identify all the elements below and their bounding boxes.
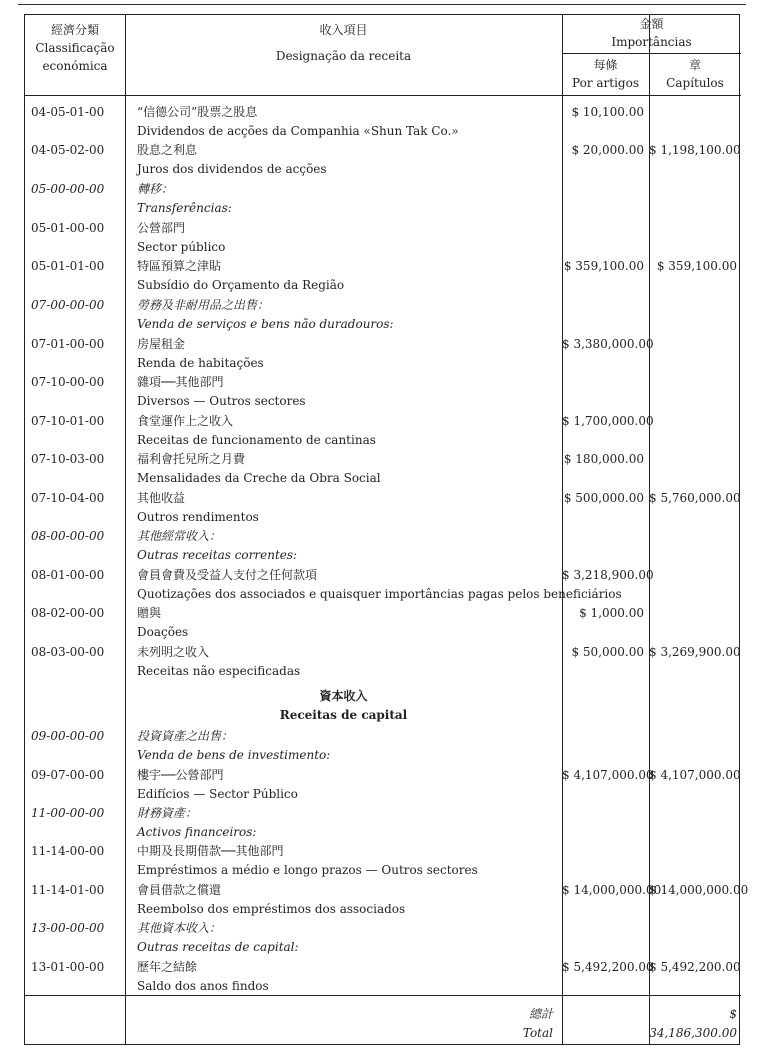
row-desc-pt-line <box>25 315 741 334</box>
row-desc-zh: 股息之利息 <box>137 143 198 157</box>
row-desc-zh: 未列明之收入 <box>137 645 210 659</box>
row-code <box>25 842 741 861</box>
row-amount-article: $ 50,000.00 <box>571 645 644 659</box>
row-amount-chapter: $ 1,198,100.00 <box>649 143 741 157</box>
row-desc-pt-line <box>25 823 741 842</box>
row-desc-pt: Subsídio do Orçamento da Região <box>137 278 345 292</box>
row-code-text: 07-01-00-00 <box>31 337 105 351</box>
section-title-pt: Receitas de capital <box>279 708 408 722</box>
row-amount-article: $ 20,000.00 <box>571 143 644 157</box>
row-desc-pt: Sector público <box>137 240 226 254</box>
row-desc-pt-line <box>25 585 741 604</box>
row-amount-article: $ 359,100.00 <box>563 259 644 273</box>
row-code-text: 05-01-01-00 <box>31 259 105 273</box>
row-code <box>25 766 741 785</box>
row-desc-zh: “信德公司”股票之股息 <box>137 105 258 119</box>
row-desc-pt-line <box>25 431 741 450</box>
row-code-text: 05-01-00-00 <box>31 221 105 235</box>
row-desc-pt-line <box>25 238 741 257</box>
row-amount-article: $ 5,492,200.00 <box>562 960 654 974</box>
row-desc-zh: 轉移： <box>137 182 174 196</box>
row-desc-pt: Transferências: <box>137 201 232 215</box>
row-desc-pt: Dividendos de acções da Companhia «Shun Tak Co.» <box>137 124 459 138</box>
header-per-article: 每條 Por artigos <box>572 58 639 90</box>
row-desc-pt: Reembolso dos empréstimos dos associados <box>137 902 406 916</box>
row-code <box>25 219 741 238</box>
row-desc-pt-line <box>25 354 741 373</box>
row-amount-chapter: $ 5,492,200.00 <box>649 960 741 974</box>
amount-subheader-rule <box>562 53 741 54</box>
header-amount: 金額 Importâncias <box>611 17 692 49</box>
row-desc-zh: 公營部門 <box>137 221 186 235</box>
row-desc-pt-line <box>25 122 741 141</box>
row-code-text: 07-10-01-00 <box>31 414 105 428</box>
row-desc-pt-line <box>25 199 741 218</box>
row-desc-zh: 福利會托兒所之月費 <box>137 452 246 466</box>
header-classification: 經濟分類 Classificação económica <box>35 23 115 73</box>
row-desc-zh: 其他資本收入： <box>137 921 222 935</box>
row-code-text: 08-02-00-00 <box>31 606 105 620</box>
row-code-text: 13-01-00-00 <box>31 960 105 974</box>
row-code-text: 11-14-00-00 <box>31 844 105 858</box>
row-code-text: 04-05-01-00 <box>31 105 105 119</box>
row-desc-pt-line <box>25 938 741 957</box>
total-label-pt: Total <box>522 1026 553 1040</box>
row-desc-pt: Outros rendimentos <box>137 510 259 524</box>
row-amount-article: $ 180,000.00 <box>563 452 644 466</box>
row-desc-pt: Venda de bens de investimento: <box>137 748 331 762</box>
row-amount-chapter: $ 3,269,900.00 <box>649 645 741 659</box>
header-designation: 收入項目 Designação da receita <box>275 23 412 63</box>
row-code <box>25 527 741 546</box>
row-code <box>25 919 741 938</box>
row-desc-zh: 房屋租金 <box>137 337 186 351</box>
row-desc-pt-line <box>25 392 741 411</box>
row-code-text: 04-05-02-00 <box>31 143 105 157</box>
row-desc-pt-line <box>25 546 741 565</box>
row-code <box>25 604 741 623</box>
row-desc-pt: Empréstimos a médio e longo prazos — Outros sectores <box>137 863 478 877</box>
row-desc-zh: 財務資產： <box>137 806 198 820</box>
row-code-text: 07-10-04-00 <box>31 491 105 505</box>
row-amount-article: $ 3,218,900.00 <box>562 568 654 582</box>
row-code <box>25 643 741 662</box>
header-rule <box>25 95 741 96</box>
row-desc-pt-line <box>25 508 741 527</box>
top-rule <box>18 4 746 5</box>
row-amount-article: $ 10,100.00 <box>571 105 644 119</box>
row-amount-article: $ 500,000.00 <box>563 491 644 505</box>
row-code-text: 05-00-00-00 <box>31 182 105 196</box>
row-desc-zh: 其他收益 <box>137 491 186 505</box>
row-desc-pt-line <box>25 160 741 179</box>
row-desc-zh: 雜項──其他部門 <box>137 375 224 389</box>
row-code <box>25 958 741 977</box>
row-code-text: 08-03-00-00 <box>31 645 105 659</box>
row-code-text: 11-00-00-00 <box>31 806 105 820</box>
row-desc-zh: 其他經常收入： <box>137 529 222 543</box>
row-desc-pt: Venda de serviços e bens não duradouros: <box>137 317 394 331</box>
row-code <box>25 257 741 276</box>
row-code <box>25 296 741 315</box>
row-code <box>25 881 749 900</box>
row-code-text: 09-07-00-00 <box>31 768 105 782</box>
row-desc-pt-line <box>25 900 741 919</box>
row-code <box>25 141 741 160</box>
row-desc-pt-line <box>25 662 741 681</box>
row-code <box>25 727 741 746</box>
row-code <box>25 335 741 354</box>
row-desc-pt-line <box>25 276 741 295</box>
row-desc-zh: 歷年之結餘 <box>137 960 198 974</box>
row-desc-pt: Mensalidades da Creche da Obra Social <box>137 471 381 485</box>
row-desc-zh: 中期及長期借款──其他部門 <box>137 844 284 858</box>
row-amount-article: $ 14,000,000.00 <box>562 883 662 897</box>
total-value: $ 34,186,300.00 <box>649 1007 737 1040</box>
row-desc-pt: Quotizações dos associados e quaisquer importâncias pagas pelos beneficiários <box>137 587 622 601</box>
row-desc-pt: Outras receitas correntes: <box>137 548 298 562</box>
row-amount-article: $ 3,380,000.00 <box>562 337 654 351</box>
row-desc-zh: 勞務及非耐用品之出售： <box>137 298 270 312</box>
row-code-text: 11-14-01-00 <box>31 883 105 897</box>
row-code-text: 08-01-00-00 <box>31 568 105 582</box>
row-desc-zh: 會員借款之償還 <box>137 883 222 897</box>
revenue-table <box>24 14 749 1045</box>
row-desc-pt-line <box>25 469 741 488</box>
row-desc-zh: 樓宇──公營部門 <box>137 768 224 782</box>
row-desc-pt-line <box>25 977 741 996</box>
row-code-text: 08-00-00-00 <box>31 529 105 543</box>
row-amount-chapter: $ 14,000,000.00 <box>649 883 749 897</box>
row-code <box>25 804 741 823</box>
row-desc-pt: Activos financeiros: <box>137 825 257 839</box>
row-desc-zh: 贈與 <box>137 606 162 620</box>
row-code <box>25 566 741 585</box>
row-desc-pt: Juros dos dividendos de acções <box>137 162 327 176</box>
row-desc-pt: Outras receitas de capital: <box>137 940 299 954</box>
row-amount-article: $ 1,700,000.00 <box>562 414 654 428</box>
row-amount-article: $ 1,000.00 <box>579 606 644 620</box>
row-code-text: 07-00-00-00 <box>31 298 105 312</box>
row-code-text: 07-10-03-00 <box>31 452 105 466</box>
row-code <box>25 180 741 199</box>
row-code <box>25 450 741 469</box>
row-desc-pt: Doações <box>137 625 189 639</box>
row-code-text: 13-00-00-00 <box>31 921 105 935</box>
row-desc-zh: 投資資產之出售： <box>137 729 234 743</box>
row-code-text: 07-10-00-00 <box>31 375 105 389</box>
row-desc-pt: Diversos — Outros sectores <box>137 394 306 408</box>
row-desc-zh: 特區預算之津貼 <box>137 259 222 273</box>
row-code <box>25 489 741 508</box>
row-desc-pt-line <box>25 746 741 765</box>
total-label-zh: 總計 <box>528 1007 553 1021</box>
row-amount-chapter: $ 4,107,000.00 <box>649 768 741 782</box>
row-desc-pt-line <box>25 623 741 642</box>
row-amount-chapter: $ 5,760,000.00 <box>649 491 741 505</box>
row-amount-article: $ 4,107,000.00 <box>562 768 654 782</box>
row-desc-pt: Saldo dos anos findos <box>137 979 269 993</box>
row-desc-pt: Receitas não especificadas <box>137 664 301 678</box>
row-desc-pt: Receitas de funcionamento de cantinas <box>137 433 376 447</box>
row-code <box>25 412 741 431</box>
row-desc-pt: Renda de habitações <box>137 356 264 370</box>
row-desc-zh: 會員會費及受益人支付之任何款項 <box>137 568 318 582</box>
row-code <box>25 373 741 392</box>
row-code <box>25 103 741 122</box>
row-desc-pt-line <box>25 785 741 804</box>
row-desc-pt-line <box>25 861 741 880</box>
row-desc-pt: Edifícios — Sector Público <box>137 787 298 801</box>
section-title-zh: 資本收入 <box>319 689 368 703</box>
row-amount-chapter: $ 359,100.00 <box>656 259 737 273</box>
header-chapters: 章 Capítulos <box>666 58 724 90</box>
row-desc-zh: 食堂運作上之收入 <box>137 414 234 428</box>
row-code-text: 09-00-00-00 <box>31 729 105 743</box>
